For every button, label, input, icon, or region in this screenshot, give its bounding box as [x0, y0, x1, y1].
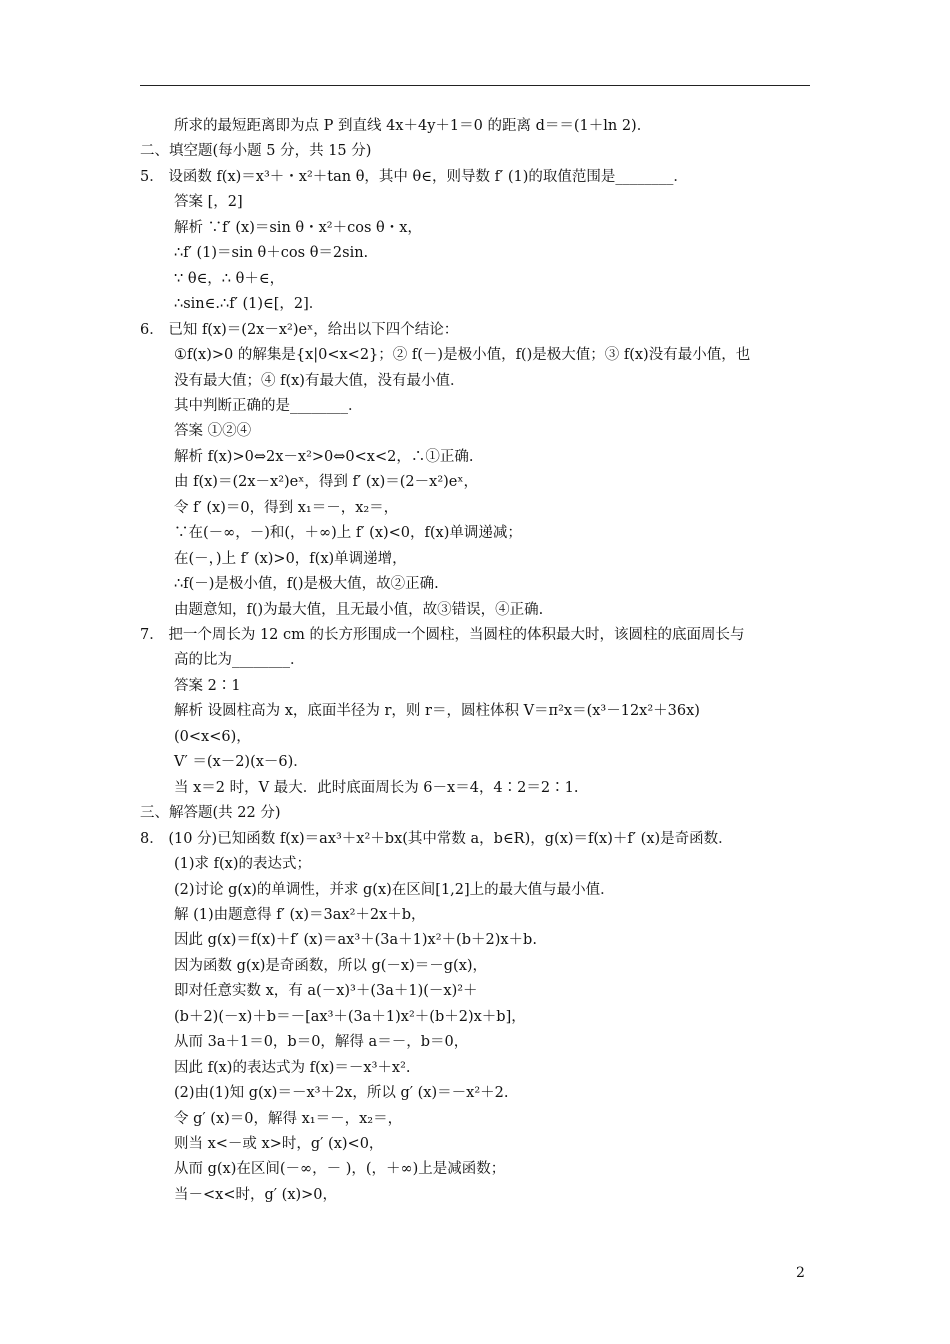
text-line: ∵在(－∞，－)和(，＋∞)上 f′ (x)<0，f(x)单调递减； [174, 525, 522, 542]
text-line: 所求的最短距离即为点 P 到直线 4x＋4y＋1＝0 的距离 d＝＝(1＋ln 2)． [174, 118, 652, 134]
text-line: 解析 ∵f′ (x)＝sin θ・x²＋cos θ・x， [174, 219, 422, 236]
text-line: 则当 x<－或 x>时，g′ (x)<0， [174, 1136, 384, 1152]
text-line: (2)讨论 g(x)的单调性，并求 g(x)在区间[1,2]上的最大值与最小值． [174, 881, 615, 898]
text-line: 二、填空题(每小题 5 分，共 15 分) [140, 143, 372, 160]
text-line: ∴sin∈.∴f′ (1)∈[，2]． [174, 296, 324, 313]
text-line: ∴f′ (1)＝sin θ＋cos θ＝2sin. [174, 245, 369, 262]
text-line: 解 (1)由题意得 f′ (x)＝3ax²＋2x＋b， [174, 906, 426, 923]
text-line: 8． (10 分)已知函数 f(x)＝ax³＋x²＋bx(其中常数 a，b∈R)，g(x)＝f(x)＋f′ (x)是奇函数． [140, 830, 733, 847]
text-line: (b＋2)(－x)＋b＝－[ax³＋(3a＋1)x²＋(b＋2)x＋b]， [174, 1008, 526, 1025]
text-line: 5． 设函数 f(x)＝x³＋・x²＋tan θ，其中 θ∈，则导数 f′ (1)的取值范围是________． [140, 168, 688, 185]
text-line: 答案 [，2] [174, 194, 243, 211]
text-line: ①f(x)>0 的解集是{x|0<x<2}；② f(－)是极小值，f()是极大值；③ f(x)没有最小值，也 [174, 347, 751, 364]
text-line: ∴f(－)是极小值，f()是极大值，故②正确. [174, 576, 439, 593]
text-line: 由 f(x)＝(2x－x²)eˣ，得到 f′ (x)＝(2－x²)eˣ， [174, 474, 479, 491]
text-line: 因此 f(x)的表达式为 f(x)＝－x³＋x². [174, 1059, 411, 1076]
text-line: 答案 ①②④ [174, 423, 252, 440]
text-line: 因为函数 g(x)是奇函数，所以 g(－x)＝－g(x)， [174, 957, 488, 974]
text-line: 没有最大值；④ f(x)有最大值，没有最小值． [174, 372, 465, 389]
text-line: 三、解答题(共 22 分) [140, 805, 281, 822]
text-line: 即对任意实数 x，有 a(－x)³＋(3a＋1)(－x)²＋ [174, 983, 478, 1000]
page-number: 2 [796, 1265, 805, 1281]
text-line: 因此 g(x)＝f(x)＋f′ (x)＝ax³＋(3a＋1)x²＋(b＋2)x＋b. [174, 932, 537, 949]
text-line: 当 x＝2 时，V 最大．此时底面周长为 6－x＝4，4∶2＝2∶1. [174, 779, 579, 796]
text-line: (1)求 f(x)的表达式； [174, 856, 312, 873]
text-line: 其中判断正确的是________． [174, 397, 363, 414]
header-rule [140, 85, 810, 86]
text-line: 令 g′ (x)＝0，解得 x₁＝－，x₂＝， [174, 1110, 403, 1127]
text-line: 答案 2∶1 [174, 677, 241, 694]
text-line: 解析 f(x)>0⇔2x－x²>0⇔0<x<2，∴①正确. [174, 448, 474, 465]
text-line: V′ ＝(x－2)(x－6)． [174, 754, 308, 771]
text-line: 7． 把一个周长为 12 cm 的长方形围成一个圆柱，当圆柱的体积最大时，该圆柱的底面周长与 [140, 627, 745, 643]
text-line: 当－<x<时，g′ (x)>0， [174, 1186, 338, 1203]
text-line: 高的比为________． [174, 652, 305, 669]
text-line: (2)由(1)知 g(x)＝－x³＋2x，所以 g′ (x)＝－x²＋2. [174, 1085, 509, 1102]
text-line: 解析 设圆柱高为 x，底面半径为 r，则 r＝，圆柱体积 V＝π²x＝(x³－12x²＋36x) [174, 703, 700, 720]
text-line: 6． 已知 f(x)＝(2x－x²)eˣ，给出以下四个结论： [140, 321, 459, 338]
text-line: 令 f′ (x)＝0，得到 x₁＝－，x₂＝， [174, 499, 399, 516]
text-line: (0<x<6)， [174, 728, 251, 745]
text-line: 从而 3a＋1＝0，b＝0，解得 a＝－，b＝0， [174, 1034, 469, 1051]
text-line: 从而 g(x)在区间(－∞，－ )，(，＋∞)上是减函数； [174, 1161, 506, 1178]
text-line: 由题意知，f()为最大值，且无最小值，故③错误，④正确. [174, 601, 544, 618]
text-line: 在(－，)上 f′ (x)>0，f(x)单调递增， [174, 550, 407, 567]
text-line: ∵ θ∈，∴ θ＋∈， [174, 270, 285, 287]
